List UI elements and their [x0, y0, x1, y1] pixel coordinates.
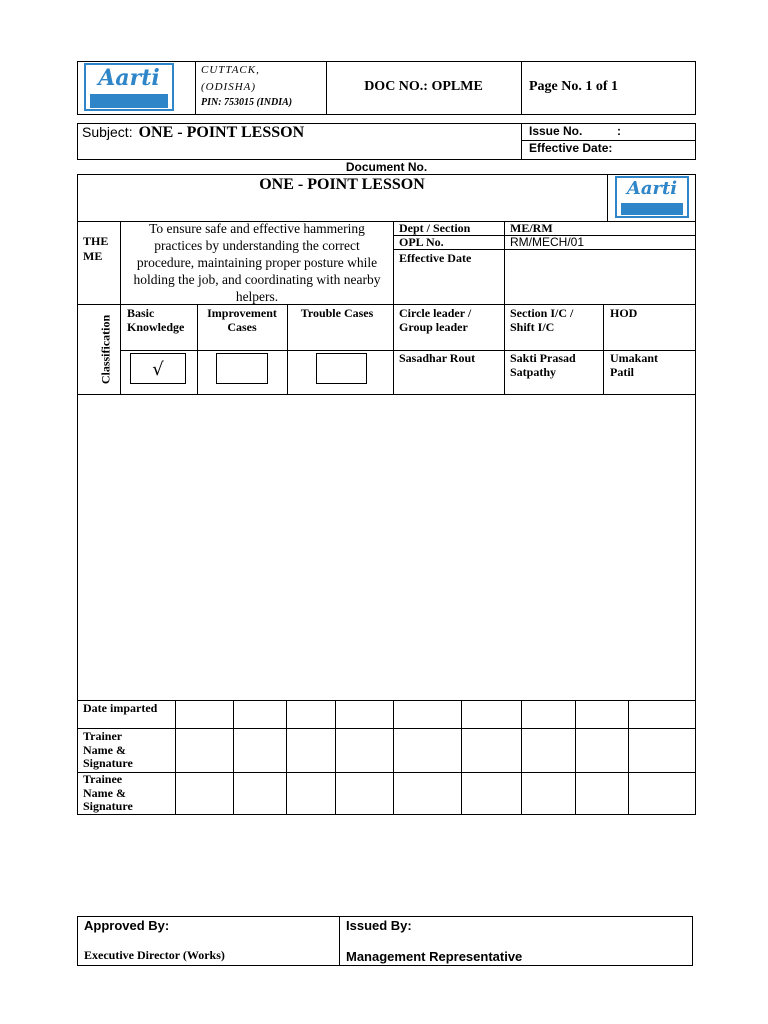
col-line: [521, 700, 522, 815]
effective-date-label: Effective Date:: [529, 141, 613, 155]
theme-label: [83, 234, 108, 264]
theme-text: To ensure safe and effective hammering practices by understanding the correct procedure, maintaining proper posture while holding the job, and coordinating with nearby helpers.: [133, 221, 381, 304]
dept-label: Dept / Section: [399, 221, 471, 235]
improvement-cases-checkbox[interactable]: [216, 353, 268, 384]
col-line: [197, 304, 198, 394]
company-logo: [84, 63, 174, 111]
header-divider: [195, 61, 196, 115]
opl-title: ONE - POINT LESSON: [259, 176, 425, 193]
subject-label: Subject:: [82, 124, 133, 140]
checkmark-icon: √: [152, 359, 164, 380]
logo-text: Aarti: [98, 65, 160, 91]
address-state: (ODISHA): [201, 81, 257, 93]
theme-label-line2: ME: [83, 249, 103, 263]
circle-leader-label: Circle leader / Group leader: [399, 306, 472, 334]
row-line: [77, 700, 696, 701]
col-line: [603, 304, 604, 394]
opl-no-value: RM/MECH/01: [510, 235, 585, 249]
col-line: [628, 700, 629, 815]
col-line: [120, 221, 121, 394]
improvement-cases-label: Improvement Cases: [207, 306, 277, 334]
approved-by-value: Executive Director (Works): [84, 948, 225, 962]
col-line: [175, 700, 176, 815]
basic-knowledge-checkbox[interactable]: [130, 353, 186, 384]
classification-label: Classification: [98, 314, 113, 385]
trouble-cases-label: Trouble Cases: [300, 306, 374, 320]
opl-logo-bar: [621, 203, 683, 215]
trainee-label: Trainee Name & Signature: [83, 772, 133, 813]
issued-by-label: Issued By:: [346, 918, 412, 933]
dept-value: ME/RM: [510, 221, 553, 235]
subject-value: ONE - POINT LESSON: [138, 124, 305, 141]
effective-date-row-label: Effective Date: [399, 251, 472, 265]
col-line: [461, 700, 462, 815]
document-no-label: Document No.: [345, 160, 428, 174]
col-line: [393, 700, 394, 815]
address-pin: PIN: 753015 (INDIA): [201, 97, 293, 108]
section-ic-name: Sakti Prasad Satpathy: [510, 351, 576, 379]
col-line: [286, 700, 287, 815]
approval-divider: [339, 916, 340, 966]
page-number: Page No. 1 of 1: [529, 79, 619, 94]
basic-knowledge-label: Basic Knowledge: [127, 306, 185, 334]
logo-bar: [90, 94, 168, 108]
address-city: CUTTACK,: [201, 64, 260, 76]
col-line: [233, 700, 234, 815]
date-imparted-label: Date imparted: [83, 701, 158, 715]
issue-no-colon: :: [617, 124, 621, 138]
col-line: [287, 304, 288, 394]
doc-number: DOC NO.: OPLME: [364, 79, 483, 94]
col-line: [393, 221, 394, 394]
circle-leader-name: Sasadhar Rout: [399, 351, 476, 365]
subject-line: [82, 124, 304, 142]
row-line: [77, 728, 696, 729]
hod-label: HOD: [610, 306, 638, 320]
subject-divider: [521, 123, 522, 160]
header-divider: [521, 61, 522, 115]
opl-no-label: OPL No.: [399, 235, 444, 249]
row-line: [393, 249, 696, 250]
hod-name: Umakant Patil: [610, 351, 659, 379]
trouble-cases-checkbox[interactable]: [316, 353, 367, 384]
col-line: [504, 221, 505, 394]
theme-label-line1: THE: [83, 234, 109, 248]
col-line: [575, 700, 576, 815]
section-ic-label: Section I/C / Shift I/C: [510, 306, 574, 334]
opl-logo: [615, 176, 689, 218]
issue-no-label: Issue No.: [529, 124, 583, 138]
opl-logo-divider: [607, 174, 608, 221]
issued-by-value: Management Representative: [346, 949, 523, 964]
row-line: [77, 772, 696, 773]
col-line: [335, 700, 336, 815]
opl-logo-text: Aarti: [626, 178, 678, 199]
trainer-label: Trainer Name & Signature: [83, 729, 133, 770]
lesson-content-area: [78, 395, 695, 700]
approved-by-label: Approved By:: [84, 918, 170, 933]
